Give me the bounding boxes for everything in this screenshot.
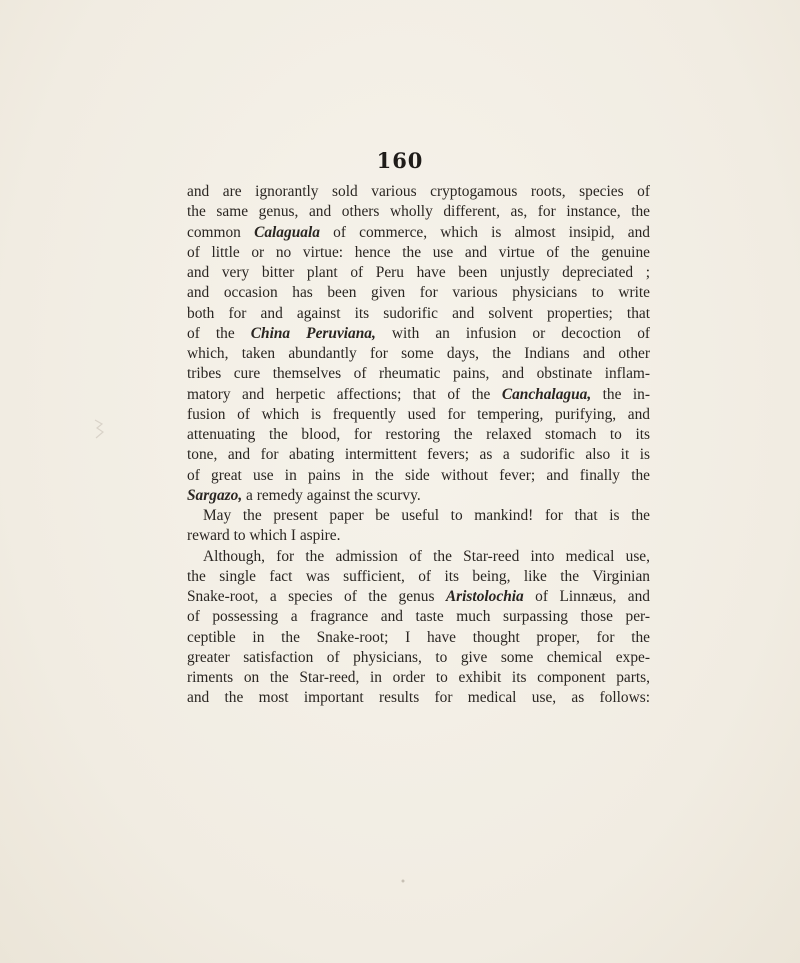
text-line: of possessing a fragrance and taste much surpassing those per-	[187, 608, 650, 626]
text-line: ceptible in the Snake-root; I have thought proper, for the	[187, 628, 650, 646]
text-line: Sargazo, a remedy against the scurvy.	[187, 486, 421, 504]
text-line: May the present paper be useful to mankind! for that is the	[203, 507, 650, 524]
margin-blemish-icon	[92, 418, 106, 440]
text-line: both for and against its sudorific and solvent properties; that	[187, 304, 650, 322]
paper-scuff-icon	[398, 876, 408, 886]
italic-term: Sargazo,	[187, 486, 243, 504]
text-line: Although, for the admission of the Star-reed into medical use,	[203, 547, 650, 565]
text-line: matory and herpetic affections; that of the Canchalagua, the in-	[187, 385, 650, 403]
italic-term: China Peruviana,	[250, 324, 376, 342]
text-line: of little or no virtue: hence the use and virtue of the genuine	[187, 243, 650, 261]
body-text	[187, 182, 650, 709]
text-line: the single fact was sufficient, of its being, like the Virginian	[187, 567, 650, 585]
text-line: riments on the Star-reed, in order to exhibit its component parts,	[187, 669, 650, 686]
text-line: reward to which I aspire.	[187, 527, 341, 545]
text-line: Snake-root, a species of the genus Aristolochia of Linnæus, and	[187, 588, 650, 605]
text-line: of great use in pains in the side without fever; and finally the	[187, 466, 650, 484]
italic-term: Aristolochia	[445, 588, 524, 605]
text-line: of the China Peruviana, with an infusion or decoction of	[187, 324, 651, 342]
text-line: which, taken abundantly for some days, the Indians and other	[187, 345, 650, 362]
italic-term: Canchalagua,	[501, 385, 592, 403]
text-line: and very bitter plant of Peru have been unjustly depreciated ;	[187, 264, 650, 281]
text-line: tribes cure themselves of rheumatic pains, and obstinate inflam-	[187, 365, 650, 383]
text-line: attenuating the blood, for restoring the relaxed stomach to its	[187, 426, 650, 443]
text-line: and occasion has been given for various physicians to write	[187, 284, 650, 302]
page-number: 160	[376, 148, 424, 173]
text-line: greater satisfaction of physicians, to give some chemical expe-	[187, 648, 650, 666]
text-line: tone, and for abating intermittent fevers; as a sudorific also it is	[187, 446, 650, 464]
text-line: common Calaguala of commerce, which is almost insipid, and	[187, 223, 650, 241]
italic-term: Calaguala	[254, 223, 320, 241]
text-line: fusion of which is frequently used for tempering, purifying, and	[187, 405, 650, 423]
text-line: the same genus, and others wholly different, as, for instance, the	[187, 203, 650, 221]
text-line: and the most important results for medical use, as follows:	[187, 689, 650, 707]
text-line: and are ignorantly sold various cryptogamous roots, species of	[187, 183, 650, 200]
